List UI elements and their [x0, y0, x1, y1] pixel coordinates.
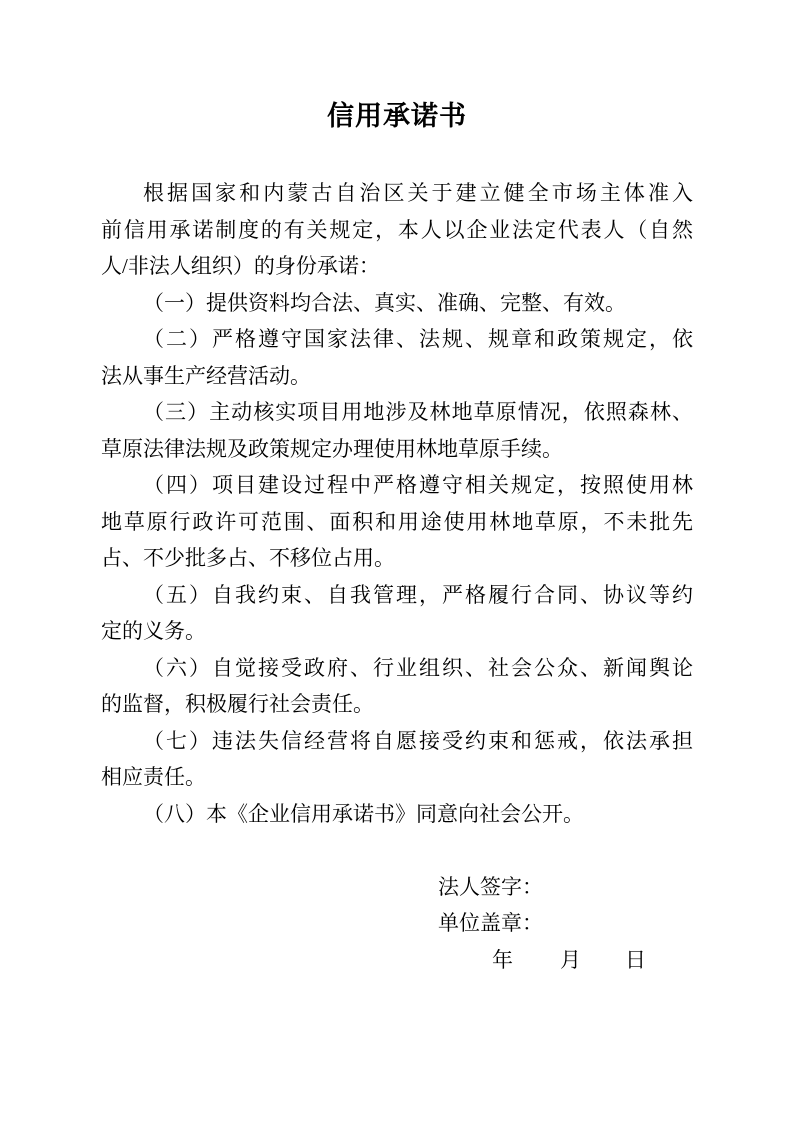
body-line-17: 相应责任。	[101, 765, 206, 789]
body-line-14: （六）自觉接受政府、行业组织、社会公众、新闻舆论	[143, 655, 693, 680]
legal-person-signature-label: 法人签字：	[438, 874, 543, 899]
body-line-1: 根据国家和内蒙古自治区关于建立健全市场主体准入	[143, 181, 693, 205]
body-line-7: （三）主动核实项目用地涉及林地草原情况，依照森林、	[143, 400, 693, 424]
year-label: 年	[492, 947, 513, 972]
unit-seal-label: 单位盖章：	[438, 911, 543, 935]
signature-block	[438, 869, 693, 979]
blank-line-spacer	[101, 832, 693, 869]
body-line-2: 前信用承诺制度的有关规定，本人以企业法定代表人（自然	[101, 217, 693, 242]
body-line-4: （一）提供资料均合法、真实、准确、完整、有效。	[143, 290, 626, 315]
body-line-8: 草原法律法规及政策规定办理使用林地草原手续。	[101, 436, 563, 461]
body-line-9: （四）项目建设过程中严格遵守相关规定，按照使用林	[143, 473, 693, 497]
body-line-12: （五）自我约束、自我管理，严格履行合同、协议等约	[143, 582, 693, 607]
body-line-10: 地草原行政许可范围、面积和用途使用林地草原，不未批先	[101, 509, 693, 534]
body-line-3: 人/非法人组织）的身份承诺：	[101, 254, 380, 278]
body-line-15: 的监督，积极履行社会责任。	[101, 692, 374, 716]
body-line-5: （二）严格遵守国家法律、法规、规章和政策规定，依	[143, 327, 693, 351]
body-line-13: 定的义务。	[101, 619, 206, 643]
body-line-18: （八）本《企业信用承诺书》同意向社会公开。	[143, 801, 584, 826]
body-line-16: （七）违法失信经营将自愿接受约束和惩戒，依法承担	[143, 728, 693, 753]
body-line-6: 法从事生产经营活动。	[101, 363, 311, 388]
date-line	[438, 942, 693, 979]
day-label: 日	[625, 947, 646, 972]
document-body	[101, 175, 693, 832]
body-line-11: 占、不少批多占、不移位占用。	[101, 546, 395, 570]
month-label: 月	[560, 947, 581, 972]
document-title: 信用承诺书	[327, 101, 467, 131]
